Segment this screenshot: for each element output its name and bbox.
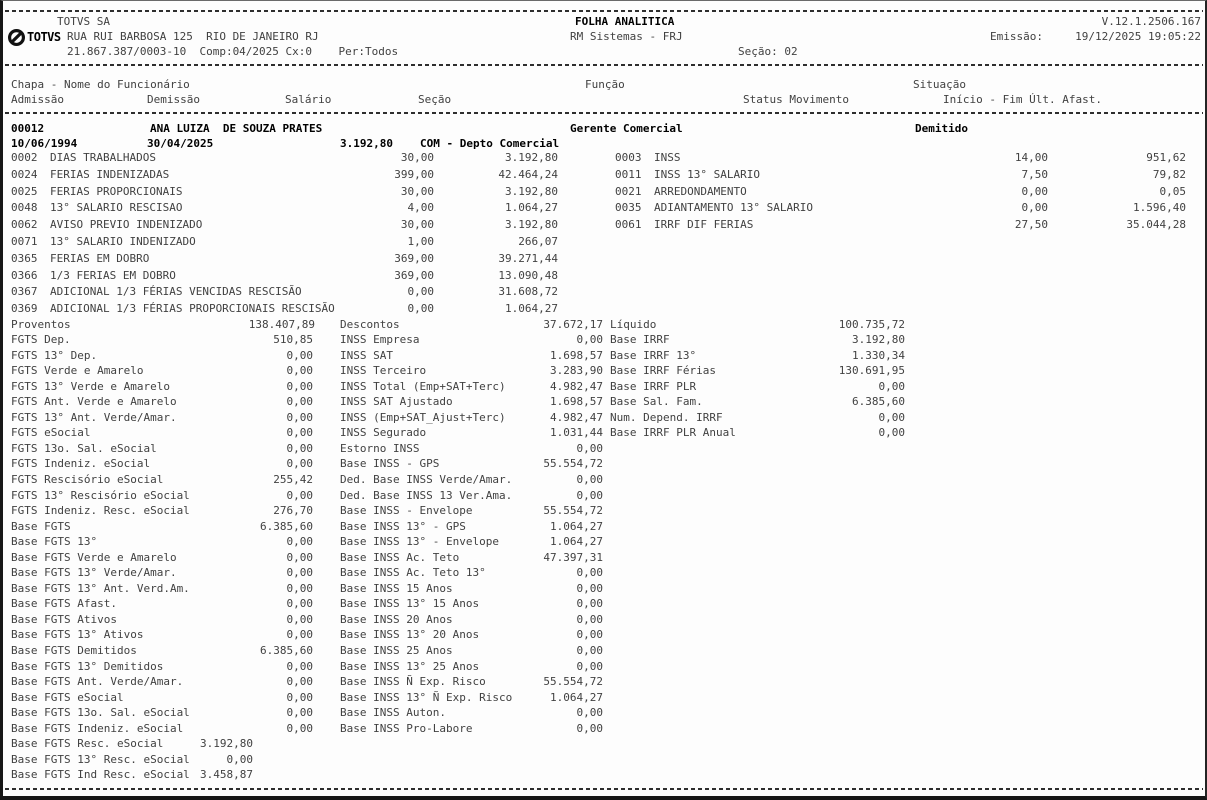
employee-status: Demitido — [915, 122, 968, 135]
fgts-label: FGTS Indeniz. Resc. eSocial — [11, 504, 190, 518]
fgts-label: Base FGTS 13° Ant. Verd.Am. — [11, 581, 190, 595]
summary-row — [3, 613, 1205, 627]
event-row — [3, 168, 1205, 182]
summary-row — [3, 753, 1205, 767]
summary-row — [3, 426, 1205, 440]
summary-row — [3, 349, 1205, 363]
event-reference: 27,50 — [1014, 218, 1048, 232]
summary-row — [3, 737, 1205, 751]
event-description: INSS — [654, 151, 681, 164]
inss-label: Base INSS 13° 25 Anos — [340, 659, 480, 673]
inss-value: 0,00 — [576, 628, 603, 642]
inss-value: 47.397,31 — [543, 550, 603, 564]
inss-label: Base INSS 20 Anos — [340, 612, 453, 626]
event-code: 0025 — [11, 184, 38, 198]
inss-label: Base INSS 25 Anos — [340, 644, 453, 657]
inss-value: 0,00 — [576, 472, 603, 486]
irrf-value: 130.691,95 — [838, 364, 905, 378]
event-description: INSS 13° SALARIO — [654, 167, 760, 181]
inss-value: 3.283,90 — [550, 364, 603, 378]
fgts-label: Base FGTS Afast. — [11, 597, 117, 611]
fgts-label: FGTS eSocial — [11, 426, 91, 440]
inss-label: Base INSS - GPS — [340, 457, 440, 471]
event-description: 13° SALARIO RESCISAO — [50, 201, 183, 215]
col-inicio-fim-afast: Início - Fim Últ. Afast. — [943, 93, 1102, 106]
fgts-label: FGTS Verde e Amarelo — [11, 364, 144, 378]
event-value: 79,82 — [1152, 167, 1186, 181]
event-value: 1.064,27 — [505, 201, 558, 215]
fgts-value: 0,00 — [286, 706, 313, 720]
employee-section: COM - Depto Comercial — [420, 137, 560, 150]
inss-label: Base INSS Ñ Exp. Risco — [340, 675, 486, 689]
event-reference: 369,00 — [394, 251, 434, 265]
inss-value: 0,00 — [576, 659, 603, 673]
irrf-value: 1.330,34 — [852, 348, 905, 362]
summary-row — [3, 473, 1205, 487]
irrf-value: 6.385,60 — [852, 395, 905, 409]
fgts-value: 0,00 — [286, 379, 313, 393]
inss-label: Base INSS Pro-Labore — [340, 721, 473, 735]
fgts-value: 0,00 — [286, 457, 313, 471]
fgts-label: FGTS Dep. — [11, 333, 71, 346]
inss-label: INSS (Emp+SAT_Ajust+Terc) — [340, 410, 506, 424]
inss-value: 55.554,72 — [543, 675, 603, 689]
separator-line — [5, 112, 1203, 114]
event-description: ADIANTAMENTO 13° SALARIO — [654, 201, 813, 215]
fgts-value: 0,00 — [286, 659, 313, 673]
irrf-label: Base IRRF 13° — [610, 348, 697, 362]
summary-row — [3, 333, 1205, 347]
inss-label: Base INSS 13° - Envelope — [340, 535, 499, 549]
fgts-value: 276,70 — [273, 504, 313, 518]
event-code: 0061 — [615, 218, 642, 232]
fgts-value: 0,00 — [286, 581, 313, 595]
event-value: 1.064,27 — [505, 302, 558, 316]
event-description: 13° SALARIO INDENIZADO — [50, 235, 196, 248]
inss-value: 0,00 — [576, 644, 603, 657]
employee-name: ANA LUIZA DE SOUZA PRATES — [150, 122, 323, 135]
inss-label: Estorno INSS — [340, 441, 420, 455]
inss-value: 0,00 — [576, 706, 603, 720]
inss-label: INSS Segurado — [340, 426, 427, 440]
event-value: 35.044,28 — [1126, 218, 1186, 232]
inss-value: 1.064,27 — [550, 519, 603, 533]
inss-label: Base INSS 13° Ñ Exp. Risco — [340, 690, 513, 704]
event-description: 1/3 FERIAS EM DOBRO — [50, 268, 176, 282]
event-value: 3.192,80 — [505, 184, 558, 198]
fgts-label: Base FGTS Ant. Verde/Amar. — [11, 675, 184, 689]
event-reference: 0,00 — [1021, 184, 1048, 198]
inss-label: INSS Terceiro — [340, 364, 427, 378]
inss-label: Base INSS 13° 15 Anos — [340, 597, 480, 611]
fgts-label: Base FGTS 13° Resc. eSocial — [11, 752, 190, 766]
fgts-label: Base FGTS Ativos — [11, 612, 117, 626]
company-address: RUA RUI BARBOSA 125 RIO DE JANEIRO RJ — [67, 30, 319, 43]
summary-row — [3, 489, 1205, 503]
col-chapa-nome: Chapa - Nome do Funcionário — [11, 78, 190, 91]
fgts-label: Base FGTS Resc. eSocial — [11, 737, 164, 751]
event-description: IRRF DIF FERIAS — [654, 218, 754, 232]
employee-role: Gerente Comercial — [570, 122, 683, 135]
col-demissao: Demissão — [147, 93, 200, 106]
inss-label: INSS Empresa — [340, 333, 420, 346]
inss-value: 1.031,44 — [550, 426, 603, 440]
inss-label: Ded. Base INSS Verde/Amar. — [340, 472, 513, 486]
employee-admission-date: 10/06/1994 — [11, 137, 78, 150]
fgts-value: 3.192,80 — [200, 737, 253, 751]
irrf-label: Base IRRF — [610, 333, 670, 346]
inss-label: INSS Total (Emp+SAT+Terc) — [340, 379, 506, 393]
inss-value: 4.982,47 — [550, 410, 603, 424]
inss-label: Base INSS Ac. Teto 13° — [340, 566, 486, 580]
summary-row — [3, 566, 1205, 580]
totvs-logo-icon — [8, 29, 25, 46]
inss-value: 0,00 — [576, 566, 603, 580]
company-cnpj-line: 21.867.387/0003-10 Comp:04/2025 Cx:0 Per:Todos — [67, 45, 399, 58]
report-subtitle: RM Sistemas - FRJ — [570, 30, 683, 43]
event-row — [3, 185, 1205, 199]
event-reference: 14,00 — [1014, 151, 1048, 164]
inss-value: 0,00 — [576, 597, 603, 611]
event-code: 0003 — [615, 151, 642, 164]
event-row — [3, 302, 1205, 316]
irrf-label: Num. Depend. IRRF — [610, 410, 723, 424]
event-row — [3, 269, 1205, 283]
descontos-label: Descontos — [340, 318, 400, 331]
summary-row — [3, 768, 1205, 782]
event-value: 266,07 — [518, 235, 558, 248]
separator-line — [5, 64, 1203, 66]
fgts-value: 0,00 — [286, 597, 313, 611]
summary-row — [3, 411, 1205, 425]
event-description: ADICIONAL 1/3 FÉRIAS PROPORCIONAIS RESCISÃO — [50, 302, 335, 316]
event-code: 0369 — [11, 302, 38, 316]
fgts-value: 0,00 — [286, 675, 313, 689]
fgts-label: FGTS 13° Ant. Verde/Amar. — [11, 410, 177, 424]
report-title: FOLHA ANALITICA — [575, 15, 675, 28]
fgts-label: Base FGTS 13o. Sal. eSocial — [11, 706, 190, 720]
event-description: ADICIONAL 1/3 FÉRIAS VENCIDAS RESCISÃO — [50, 285, 302, 299]
irrf-value: 0,00 — [878, 379, 905, 393]
company-name: TOTVS SA — [57, 15, 110, 28]
descontos-value: 37.672,17 — [543, 318, 603, 331]
inss-value: 1.698,57 — [550, 395, 603, 409]
fgts-value: 0,00 — [286, 488, 313, 502]
event-value: 3.192,80 — [505, 218, 558, 232]
inss-label: INSS SAT Ajustado — [340, 395, 453, 409]
event-row — [3, 218, 1205, 232]
inss-value: 0,00 — [576, 441, 603, 455]
fgts-value: 0,00 — [286, 566, 313, 580]
fgts-value: 0,00 — [286, 612, 313, 626]
fgts-value: 0,00 — [226, 752, 253, 766]
fgts-label: Base FGTS 13° Demitidos — [11, 659, 164, 673]
summary-row — [3, 628, 1205, 642]
fgts-label: Base FGTS Indeniz. eSocial — [11, 721, 184, 735]
inss-value: 55.554,72 — [543, 504, 603, 518]
fgts-label: FGTS Ant. Verde e Amarelo — [11, 395, 177, 409]
irrf-label: Base IRRF Férias — [610, 364, 716, 378]
event-code: 0002 — [11, 151, 38, 164]
event-value: 3.192,80 — [505, 151, 558, 164]
report-version: V.12.1.2506.167 — [1101, 15, 1201, 28]
event-value: 951,62 — [1146, 151, 1186, 164]
fgts-value: 0,00 — [286, 410, 313, 424]
emission-label: Emissão: — [990, 30, 1043, 43]
event-reference: 0,00 — [407, 285, 434, 299]
inss-value: 4.982,47 — [550, 379, 603, 393]
section-line: Seção: 02 — [738, 45, 798, 58]
event-reference: 369,00 — [394, 268, 434, 282]
fgts-label: FGTS 13° Verde e Amarelo — [11, 379, 170, 393]
inss-value: 0,00 — [576, 581, 603, 595]
inss-value: 0,00 — [576, 488, 603, 502]
summary-row — [3, 504, 1205, 518]
inss-label: Base INSS 13° - GPS — [340, 519, 466, 533]
inss-value: 0,00 — [576, 333, 603, 346]
event-code: 0021 — [615, 184, 642, 198]
summary-row — [3, 395, 1205, 409]
summary-row — [3, 457, 1205, 471]
event-code: 0367 — [11, 285, 38, 299]
employee-chapa: 00012 — [11, 122, 45, 135]
col-funcao: Função — [585, 78, 625, 91]
fgts-label: Base FGTS — [11, 519, 71, 533]
fgts-label: Base FGTS 13° — [11, 535, 98, 549]
inss-label: Base INSS 13° 20 Anos — [340, 628, 480, 642]
summary-row — [3, 582, 1205, 596]
event-description: FERIAS INDENIZADAS — [50, 167, 170, 181]
inss-label: Base INSS - Envelope — [340, 504, 473, 518]
summary-row — [3, 660, 1205, 674]
summary-row — [3, 442, 1205, 456]
inss-label: INSS SAT — [340, 348, 393, 362]
inss-value: 0,00 — [576, 612, 603, 626]
liquido-label: Líquido — [610, 318, 657, 331]
fgts-label: Base FGTS eSocial — [11, 690, 124, 704]
event-reference: 4,00 — [407, 201, 434, 215]
event-row — [3, 201, 1205, 215]
event-row — [3, 252, 1205, 266]
fgts-value: 255,42 — [273, 472, 313, 486]
fgts-value: 0,00 — [286, 550, 313, 564]
fgts-value: 0,00 — [286, 441, 313, 455]
fgts-value: 0,00 — [286, 364, 313, 378]
summary-row — [3, 675, 1205, 689]
inss-value: 1.064,27 — [550, 535, 603, 549]
event-reference: 0,00 — [1021, 201, 1048, 215]
irrf-value: 0,00 — [878, 426, 905, 440]
fgts-label: FGTS Rescisório eSocial — [11, 472, 164, 486]
inss-label: Base INSS Ac. Teto — [340, 550, 460, 564]
fgts-value: 0,00 — [286, 690, 313, 704]
fgts-value: 0,00 — [286, 426, 313, 440]
col-secao: Seção — [418, 93, 452, 106]
irrf-label: Base IRRF PLR Anual — [610, 426, 736, 440]
fgts-value: 0,00 — [286, 395, 313, 409]
fgts-value: 0,00 — [286, 348, 313, 362]
fgts-label: FGTS 13° Dep. — [11, 348, 98, 362]
fgts-value: 0,00 — [286, 721, 313, 735]
event-description: FERIAS EM DOBRO — [50, 251, 150, 265]
summary-row — [3, 722, 1205, 736]
fgts-value: 3.458,87 — [200, 768, 253, 782]
event-code: 0011 — [615, 167, 642, 181]
event-code: 0035 — [615, 201, 642, 215]
event-description: FERIAS PROPORCIONAIS — [50, 184, 183, 198]
fgts-label: Base FGTS Verde e Amarelo — [11, 550, 177, 564]
emission-datetime: 19/12/2025 19:05:22 — [1075, 30, 1201, 43]
inss-value: 1.064,27 — [550, 690, 603, 704]
inss-value: 0,00 — [576, 721, 603, 735]
summary-row — [3, 364, 1205, 378]
employee-salary: 3.192,80 — [340, 137, 393, 150]
event-row — [3, 235, 1205, 249]
event-reference: 1,00 — [407, 235, 434, 248]
employee-dismissal-date: 30/04/2025 — [147, 137, 214, 150]
col-admissao: Admissão — [11, 93, 64, 106]
col-status-movimento: Status Movimento — [743, 93, 849, 106]
event-row — [3, 151, 1205, 165]
event-reference: 0,00 — [407, 302, 434, 316]
proventos-value: 138.407,89 — [248, 318, 315, 331]
event-value: 39.271,44 — [498, 251, 558, 265]
separator-line — [5, 10, 1203, 12]
fgts-value: 6.385,60 — [260, 644, 313, 657]
col-salario: Salário — [285, 93, 332, 106]
event-code: 0071 — [11, 235, 38, 248]
inss-label: Base INSS Auton. — [340, 706, 446, 720]
fgts-label: FGTS 13o. Sal. eSocial — [11, 441, 157, 455]
col-situacao: Situação — [913, 78, 966, 91]
irrf-value: 0,00 — [878, 410, 905, 424]
fgts-value: 510,85 — [273, 333, 313, 346]
summary-row — [3, 691, 1205, 705]
summary-row — [3, 520, 1205, 534]
summary-row — [3, 380, 1205, 394]
fgts-label: FGTS 13° Rescisório eSocial — [11, 488, 190, 502]
event-value: 1.596,40 — [1133, 201, 1186, 215]
inss-value: 55.554,72 — [543, 457, 603, 471]
event-value: 13.090,48 — [498, 268, 558, 282]
inss-label: Ded. Base INSS 13 Ver.Ama. — [340, 488, 513, 502]
event-reference: 30,00 — [400, 184, 434, 198]
irrf-value: 3.192,80 — [852, 333, 905, 346]
fgts-value: 6.385,60 — [260, 519, 313, 533]
event-value: 31.608,72 — [498, 285, 558, 299]
event-code: 0366 — [11, 268, 38, 282]
event-code: 0024 — [11, 167, 38, 181]
fgts-label: FGTS Indeniz. eSocial — [11, 457, 151, 471]
event-description: DIAS TRABALHADOS — [50, 151, 156, 164]
event-code: 0048 — [11, 201, 38, 215]
separator-line — [5, 788, 1203, 790]
irrf-label: Base Sal. Fam. — [610, 395, 703, 409]
fgts-value: 0,00 — [286, 535, 313, 549]
event-description: AVISO PREVIO INDENIZADO — [50, 218, 203, 232]
summary-row — [3, 706, 1205, 720]
event-value: 0,05 — [1159, 184, 1186, 198]
fgts-label: Base FGTS Demitidos — [11, 644, 137, 657]
event-value: 42.464,24 — [498, 167, 558, 181]
summary-row — [3, 551, 1205, 565]
inss-label: Base INSS 15 Anos — [340, 581, 453, 595]
event-reference: 7,50 — [1021, 167, 1048, 181]
event-description: ARREDONDAMENTO — [654, 184, 747, 198]
irrf-label: Base IRRF PLR — [610, 379, 697, 393]
totvs-logo-text: TOTVS — [27, 30, 61, 44]
event-reference: 30,00 — [400, 151, 434, 164]
event-row — [3, 285, 1205, 299]
fgts-label: Base FGTS Ind Resc. eSocial — [11, 768, 190, 782]
fgts-label: Base FGTS 13° Verde/Amar. — [11, 566, 177, 580]
inss-value: 1.698,57 — [550, 348, 603, 362]
summary-row — [3, 644, 1205, 658]
summary-row — [3, 597, 1205, 611]
fgts-value: 0,00 — [286, 628, 313, 642]
fgts-label: Base FGTS 13° Ativos — [11, 628, 144, 642]
event-code: 0365 — [11, 251, 38, 265]
summary-row — [3, 535, 1205, 549]
event-reference: 399,00 — [394, 167, 434, 181]
event-code: 0062 — [11, 218, 38, 232]
event-reference: 30,00 — [400, 218, 434, 232]
liquido-value: 100.735,72 — [838, 318, 905, 331]
proventos-label: Proventos — [11, 318, 71, 331]
